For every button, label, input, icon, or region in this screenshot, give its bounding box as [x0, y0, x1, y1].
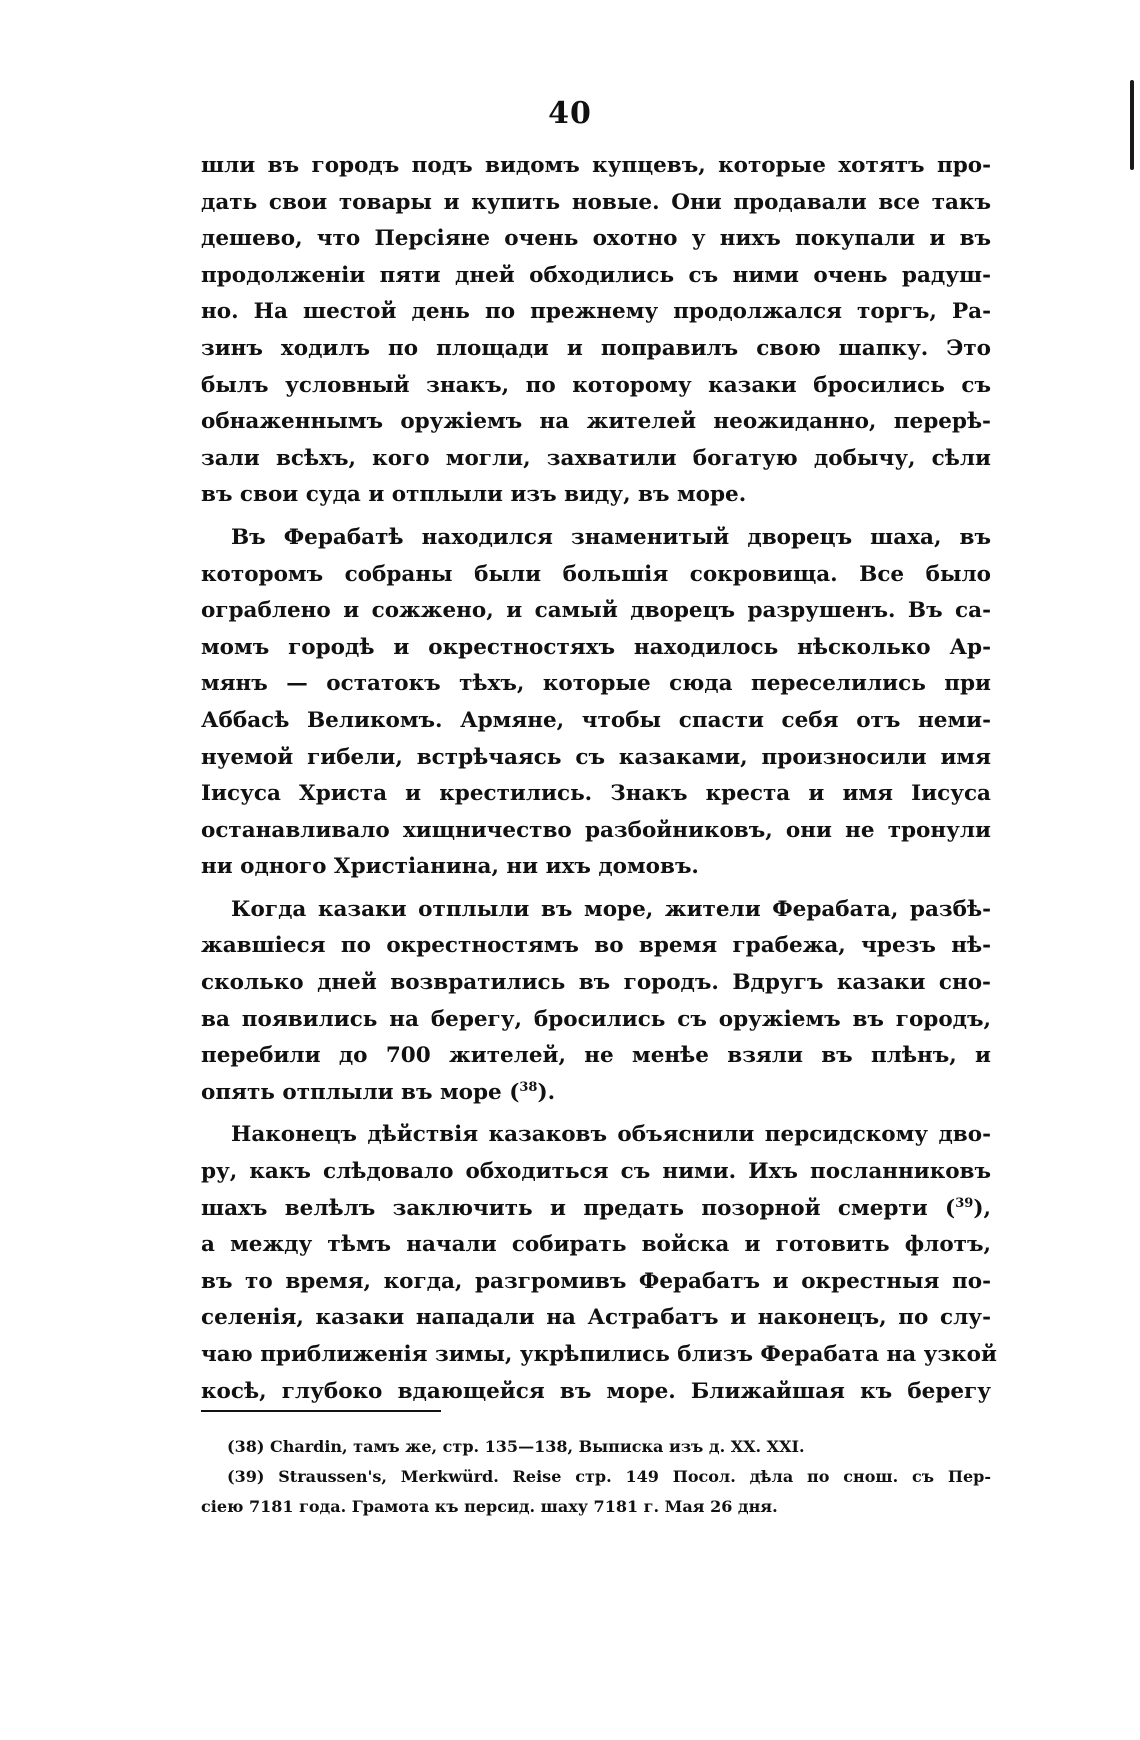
page-number: 40 [548, 96, 592, 131]
text-line: селенія, казаки нападали на Астрабатъ и наконецъ, по слу- [201, 1305, 991, 1331]
text-line: которомъ собраны были большія сокровища. Все было [201, 561, 991, 587]
text-line: шли въ городъ подъ видомъ купцевъ, которые хотятъ про- [201, 153, 991, 178]
text-line: чаю приближенія зимы, укрѣпились близъ Ферабата на узкой [201, 1342, 997, 1367]
text-line: зали всѣхъ, кого могли, захватили богатую добычу, сѣли [201, 445, 991, 471]
paragraph-4 [201, 1117, 997, 1410]
text-line: продолженіи пяти дней обходились съ ними очень радуш- [201, 262, 991, 288]
text-line: но. На шестой день по прежнему продолжался торгъ, Ра- [201, 299, 991, 325]
text-line [201, 1191, 991, 1228]
text-line: сколько дней возвратились въ городъ. Вдругъ казаки сно- [201, 970, 991, 996]
text-line: мянъ — остатокъ тѣхъ, которые сюда переселились при [201, 671, 991, 697]
text-segment: ), [973, 1195, 991, 1221]
text-line: ва появились на берегу, бросились съ оружіемъ въ городъ, [201, 1006, 991, 1032]
text-line: а между тѣмъ начали собирать войска и готовить флотъ, [201, 1232, 991, 1258]
text-line: перебили до 700 жителей, не менѣе взяли въ плѣнъ, и [201, 1043, 991, 1069]
footnote-ref-39[interactable]: 39 [955, 1195, 974, 1211]
text-line: зинъ ходилъ по площади и поправилъ свою шапку. Это [201, 335, 991, 361]
footnote-line: сіею 7181 года. Грамота къ персид. шаху 7181 г. Мая 26 дня. [201, 1497, 778, 1516]
footnote-divider [201, 1410, 441, 1412]
text-line: ограблено и сожжено, и самый дворецъ разрушенъ. Въ са- [201, 598, 991, 624]
text-line: дешево, что Персіяне очень охотно у нихъ покупали и въ [201, 226, 991, 252]
text-segment: опять отплыли въ море ( [201, 1079, 520, 1105]
footnotes [201, 1432, 991, 1522]
footnote-39 [201, 1462, 991, 1522]
text-line: Аббасѣ Великомъ. Армяне, чтобы спасти себя отъ неми- [201, 707, 991, 733]
text-line: Въ Ферабатѣ находился знаменитый дворецъ шаха, въ [231, 524, 991, 550]
text-segment: шахъ велѣлъ заключить и предать позорной смерти ( [201, 1195, 956, 1221]
text-segment: ). [537, 1079, 556, 1105]
footnote-ref-38[interactable]: 38 [519, 1079, 538, 1095]
text-line: жавшіеся по окрестностямъ во время грабежа, чрезъ нѣ- [201, 933, 991, 959]
paragraph-1 [201, 148, 991, 514]
text-line [201, 1075, 991, 1112]
footnote-line: (38) Chardin, тамъ же, стр. 135—138, Выписка изъ д. XX. XXI. [227, 1437, 805, 1456]
text-line: нуемой гибели, встрѣчаясь съ казаками, произносили имя [201, 744, 991, 770]
text-line: Наконецъ дѣйствія казаковъ объяснили персидскому дво- [231, 1122, 991, 1148]
text-line: ни одного Христіанина, ни ихъ домовъ. [201, 854, 699, 880]
footnote-line: (39) Straussen's, Merkwürd. Reise стр. 149 Посол. дѣла по снош. съ Пер- [227, 1467, 991, 1486]
text-line: Когда казаки отплыли въ море, жители Ферабата, разбѣ- [231, 896, 991, 922]
text-line: въ то время, когда, разгромивъ Ферабатъ и окрестныя по- [201, 1268, 991, 1294]
text-line: дать свои товары и купить новые. Они продавали все такъ [201, 189, 991, 215]
paragraph-3 [201, 892, 991, 1112]
main-text [201, 148, 997, 1416]
text-line: обнаженнымъ оружіемъ на жителей неожиданно, перерѣ- [201, 409, 991, 435]
text-line: былъ условный знакъ, по которому казаки бросились съ [201, 372, 991, 398]
text-line: момъ городѣ и окрестностяхъ находилось нѣсколько Ар- [201, 634, 991, 660]
text-line: останавливало хищничество разбойниковъ, они не тронули [201, 817, 991, 843]
footnote-38 [201, 1432, 991, 1462]
text-line: ру, какъ слѣдовало обходиться съ ними. Ихъ посланниковъ [201, 1159, 991, 1185]
paragraph-2 [201, 520, 991, 886]
text-line: въ свои суда и отплыли изъ виду, въ море. [201, 482, 747, 508]
text-line: Іисуса Христа и крестились. Знакъ креста и имя Іисуса [201, 781, 991, 807]
text-line: косѣ, глубоко вдающейся въ море. Ближайшая къ берегу [201, 1378, 991, 1404]
